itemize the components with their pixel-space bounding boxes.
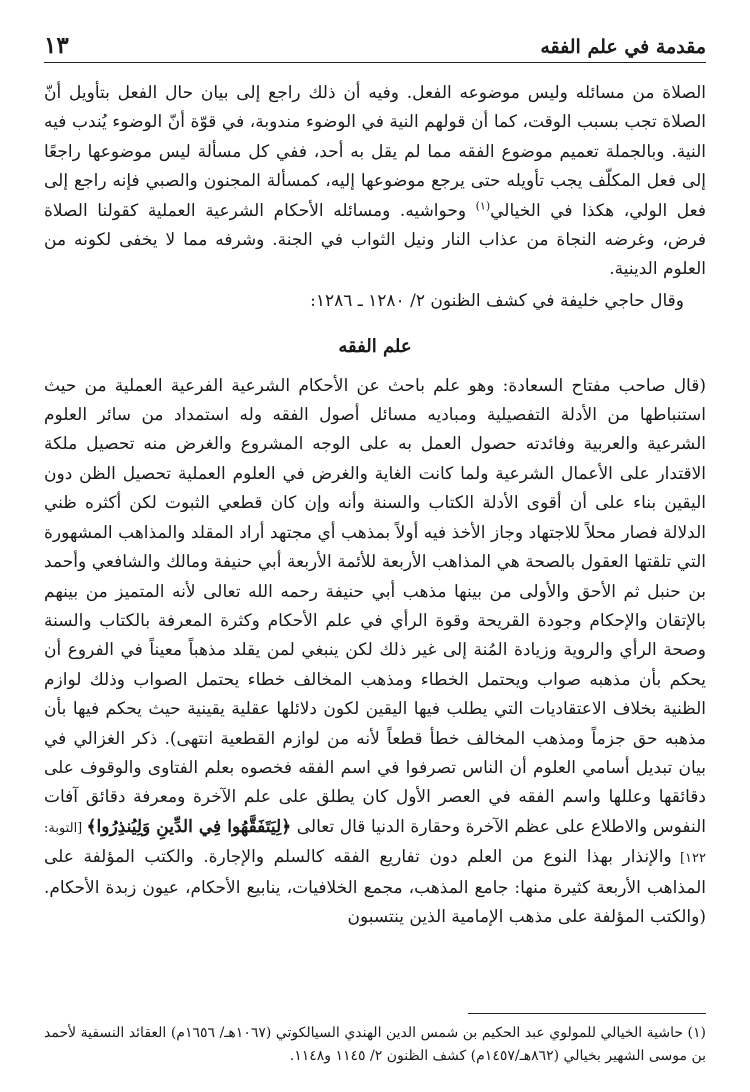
quotation-intro: وقال حاجي خليفة في كشف الظنون ٢/ ١٢٨٠ ـ ١٢٨٦: xyxy=(310,290,684,311)
running-title: مقدمة في علم الفقه xyxy=(540,36,706,58)
paragraph-1-start: الصلاة من مسائله وليس موضوعه الفعل. وفيه أن ذلك راجع إلى بيان حال الفعل بتأويل أنّ الصلاة تجب بسبب الوقت، كما أن قولهم النية في الوضوء مندوبة، في قوّة أنّ الوضوء يُندب فيه النية. وبالجملة تعميم موضوع الفقه مما لم يقل به أحد، ففي كل مسألة ليس موضوعها راجعًا إلى فعل المكلّف يجب تأويله حتى يرجع موضوعها إليه، كمسألة المجنون والصبي فإنه راجع إلى فعل الولي، هكذا في الخيالي xyxy=(44,83,707,221)
page-number: ١٣ xyxy=(44,32,69,59)
section-heading: علم الفقه xyxy=(338,336,412,358)
quran-verse: ﴿لِيَتَفَقَّهُوا فِي الدِّينِ وَلِيُنذِرُوا﴾ xyxy=(86,816,292,837)
body-text xyxy=(44,79,706,932)
document-page xyxy=(44,30,706,1070)
footnotes xyxy=(44,1022,706,1068)
running-header xyxy=(44,30,706,63)
paragraph-2-start: (قال صاحب مفتاح السعادة: وهو علم باحث عن الأحكام الشرعية الفرعية العملية من حيث استنباطها من الأدلة التفصيلية ومباديه مسائل أصول الفقه وله استمداد من سائر العلوم الشرعية والعربية وفائدته حصول العمل به على الوجه المشروع والغرض منه تحصيل ملكة الاقتدار على الأعمال الشرعية ولما كانت الغاية والغرض في العلوم العملية تحصيل الظن دون اليقين بناء على أن أقوى الأدلة الكتاب والسنة وأنه وإن كان قطعي الثبوت لكن أكثره ظني الدلالة فصار محلاً للاجتهاد وجاز الأخذ فيه أولاً بمذهب أي مجتهد أراد المقلد والمذاهب المشهورة التي تلقتها العقول بالصحة هي المذاهب الأربعة للأئمة الأربعة أبي حنيفة ومالك والشافعي وأحمد بن حنبل ثم الأحق والأولى من بينها مذهب أبي حنيفة رحمه الله تعالى لأنه المتميز من بينهم بالإتقان والإحكام وجودة القريحة وقوة الرأي في علم الأحكام وكثرة المعرفة بالكتاب والسنة وصحة الرأي والروية وزيادة المُنة إلى غير ذلك لكن ينبغي لمن يقلد مذهباً معيناً في الفروع أن يحكم بأن مذهبه صواب ويحتمل الخطاء ومذهب المخالف خطاء يحتمل الصواب وذلك لوازم الظنية بخلاف الاعتقاديات التي يطلب فيها اليقين لكون دلائلها عقلية يقينية حيث يحكم فيها بأن مذهبه حق جزماً ومذهب المخالف خطأ قطعاً لأنه من لوازم القطعية انتهى). ذكر الغزالي في بيان تبديل أسامي العلوم أن الناس تصرفوا في اسم الفقه فخصوه بعلم الفتاوى والوقوف على دقائقها وعللها واسم الفقه في العصر الأول كان يطلق على علم الآخرة ومعرفة دقائق آفات النفوس والاطلاع على عظم الآخرة وحقارة الدنيا قال تعالى xyxy=(44,375,706,837)
paragraph-2-end: والإنذار بهذا النوع من العلم دون تفاريع الفقه كالسلم والإجارة. والكتب المؤلفة على المذاهب الأربعة كثيرة منها: جامع المذهب، مجمع الخلافيات، ينابيع الأحكام، عيون زبدة الأحكام. (والكتب المؤلفة على مذهب الإمامية الذين ينتسبون xyxy=(44,847,706,927)
paragraph-1-end: وحواشيه. ومسائله الأحكام الشرعية العملية كقولنا الصلاة فرض، وغرضه النجاة من عذاب النار ونيل الثواب في الجنة. وشرفه مما لا يخفى لكونه من العلوم الدينية. xyxy=(44,200,706,280)
footnote-reference[interactable]: (١) xyxy=(475,198,491,212)
paragraph-2 xyxy=(44,372,706,933)
paragraph-1 xyxy=(44,79,706,285)
footnote-divider xyxy=(468,1013,706,1014)
footnote-1: (١) حاشية الخيالي للمولوي عبد الحكيم بن شمس الدين الهندي السيالكوتي (١٠٦٧هـ/ ١٦٥٦م) العقائد النسفية لأحمد بن موسى الشهير بخيالي (٨٦٢هـ/١٤٥٧م) كشف الظنون ٢/ ١١٤٥ و١١٤٨. xyxy=(44,1025,707,1064)
verse-reference: [التوبة: ١٢٢] xyxy=(44,820,706,867)
